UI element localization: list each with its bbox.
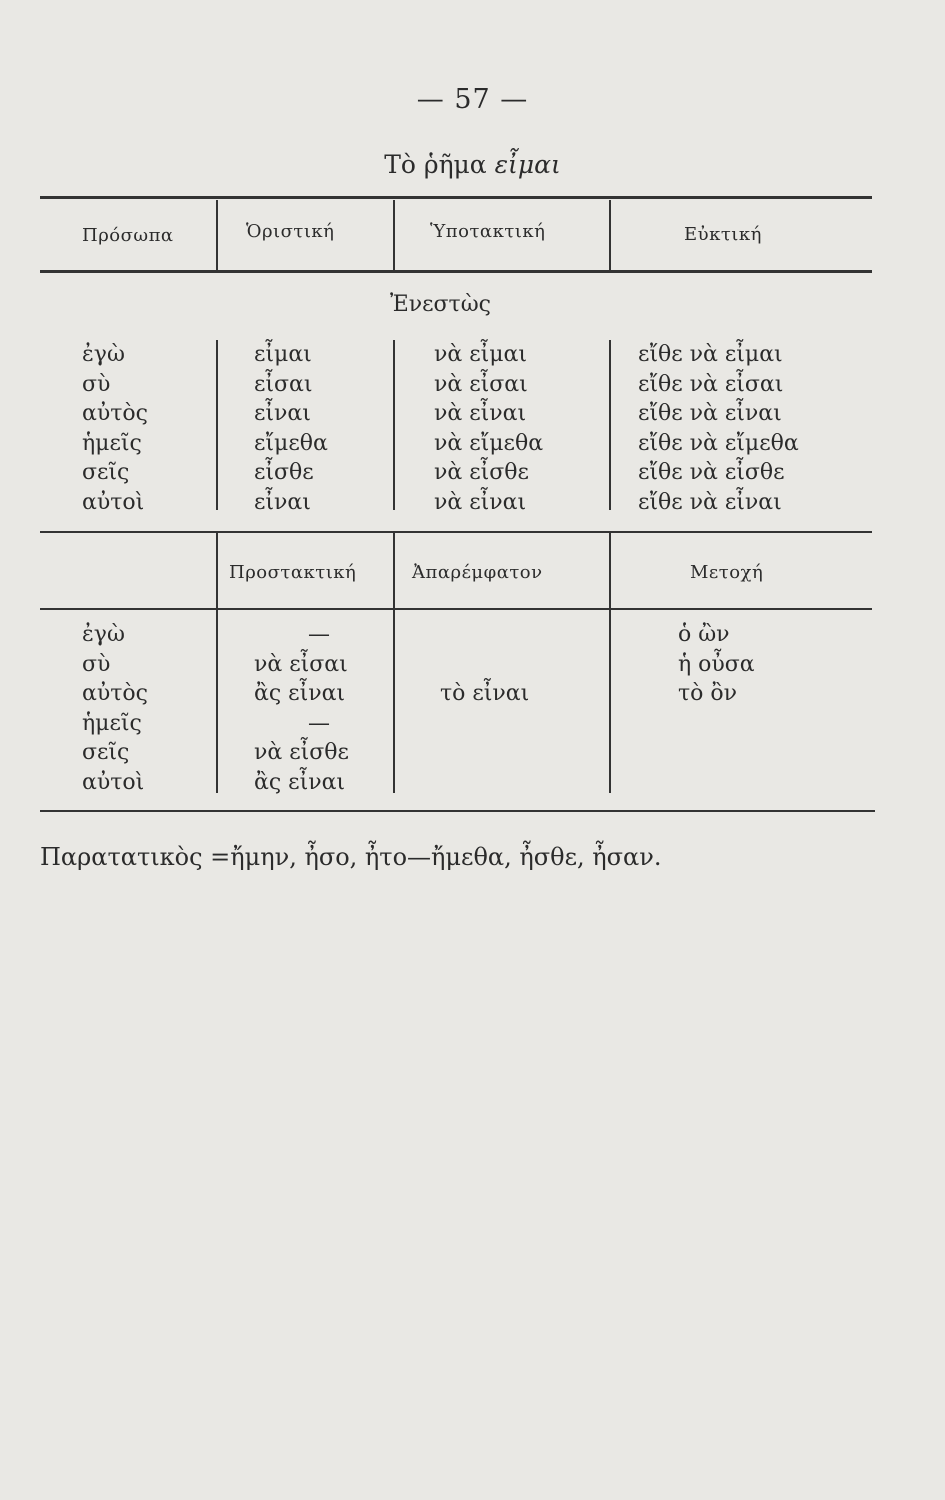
- table2-top-rule: [40, 531, 872, 533]
- participle-form: ὁ ὢν: [678, 622, 730, 647]
- header-optative: Εὐκτική: [684, 224, 762, 245]
- table2-divider-2: [393, 533, 395, 793]
- person: αὐτὸς: [82, 681, 148, 706]
- imperative-form: νὰ εἶσαι: [254, 651, 348, 677]
- person: αὐτοὶ: [82, 489, 145, 515]
- optative-form: εἴθε νὰ εἶναι: [638, 489, 782, 515]
- optative-form: εἴθε νὰ εἶναι: [638, 401, 782, 426]
- table2-divider-1: [216, 533, 218, 793]
- persons-column: [82, 340, 148, 517]
- header-indicative: Ὁριστική: [246, 221, 335, 242]
- page-title: [0, 150, 945, 179]
- table2-divider-3: [609, 533, 611, 793]
- person: ἐγὼ: [82, 622, 125, 647]
- table1-top-rule: [40, 196, 872, 199]
- person: σεῖς: [82, 460, 130, 485]
- subjunctive-form: νὰ εἴμεθα: [434, 430, 544, 456]
- participle-form: τὸ ὂν: [678, 681, 738, 706]
- optative-form: εἴθε νὰ εἶσαι: [638, 371, 784, 397]
- person: σεῖς: [82, 740, 130, 765]
- person: αὐτὸς: [82, 401, 148, 426]
- table1-body-divider-1: [216, 340, 218, 510]
- page-number: — 57 —: [416, 84, 529, 115]
- table1-divider-2: [393, 200, 395, 270]
- header-participle: Μετοχή: [690, 562, 764, 583]
- person: ἐγὼ: [82, 342, 125, 367]
- imperative-form: —: [308, 710, 330, 736]
- subjunctive-column: [434, 340, 543, 517]
- table2-header-rule: [40, 608, 872, 610]
- table1-divider-1: [216, 200, 218, 270]
- table2-bottom-rule: [40, 810, 875, 812]
- table1-header-rule: [40, 270, 872, 273]
- person: αὐτοὶ: [82, 769, 145, 795]
- person: σὺ: [82, 371, 111, 397]
- indicative-form: εἶναι: [254, 489, 311, 515]
- person: σὺ: [82, 651, 111, 677]
- title-verb: εἶμαι: [494, 150, 561, 179]
- table1-body-divider-2: [393, 340, 395, 510]
- header-persons: Πρόσωπα: [82, 225, 174, 246]
- participle-form: ἡ οὖσα: [678, 651, 755, 677]
- header-infinitive: Ἀπαρέμφατον: [412, 562, 543, 583]
- person: ἡμεῖς: [82, 710, 142, 736]
- indicative-form: εἶμαι: [254, 342, 312, 367]
- table1-divider-3: [609, 200, 611, 270]
- imperative-form: —: [308, 622, 330, 647]
- subjunctive-form: νὰ εἶναι: [434, 489, 527, 515]
- indicative-form: εἴμεθα: [254, 430, 328, 456]
- participle-column: [678, 620, 755, 709]
- indicative-form: εἶναι: [254, 401, 311, 426]
- person: ἡμεῖς: [82, 430, 142, 456]
- imperfect-tense-note: Παρατατικὸς =ἤμην, ἦσο, ἦτο—ἤμεθα, ἦσθε, ἦσαν.: [40, 843, 662, 871]
- optative-form: εἴθε νὰ εἶσθε: [638, 460, 785, 485]
- subjunctive-form: νὰ εἶσαι: [434, 371, 528, 397]
- section-present: Ἐνεστὼς: [390, 292, 491, 317]
- imperative-column: [254, 620, 349, 797]
- infinitive-value: τὸ εἶναι: [440, 681, 530, 706]
- optative-column: [638, 340, 799, 517]
- imperative-form: ἂς εἶναι: [254, 681, 346, 706]
- optative-form: εἴθε νὰ εἶμαι: [638, 342, 783, 367]
- header-imperative: Προστακτική: [229, 562, 357, 583]
- indicative-column: [254, 340, 328, 517]
- imperative-form: νὰ εἶσθε: [254, 740, 349, 765]
- subjunctive-form: νὰ εἶναι: [434, 401, 527, 426]
- subjunctive-form: νὰ εἶσθε: [434, 460, 529, 485]
- optative-form: εἴθε νὰ εἴμεθα: [638, 430, 799, 456]
- persons-column-2: [82, 620, 148, 797]
- indicative-form: εἶσθε: [254, 460, 314, 485]
- imperative-form: ἂς εἶναι: [254, 769, 346, 795]
- subjunctive-form: νὰ εἶμαι: [434, 342, 528, 367]
- title-prefix: Τὸ ῥῆμα: [384, 150, 487, 179]
- table1-body-divider-3: [609, 340, 611, 510]
- indicative-form: εἶσαι: [254, 371, 313, 397]
- header-subjunctive: Ὑποτακτική: [430, 221, 546, 242]
